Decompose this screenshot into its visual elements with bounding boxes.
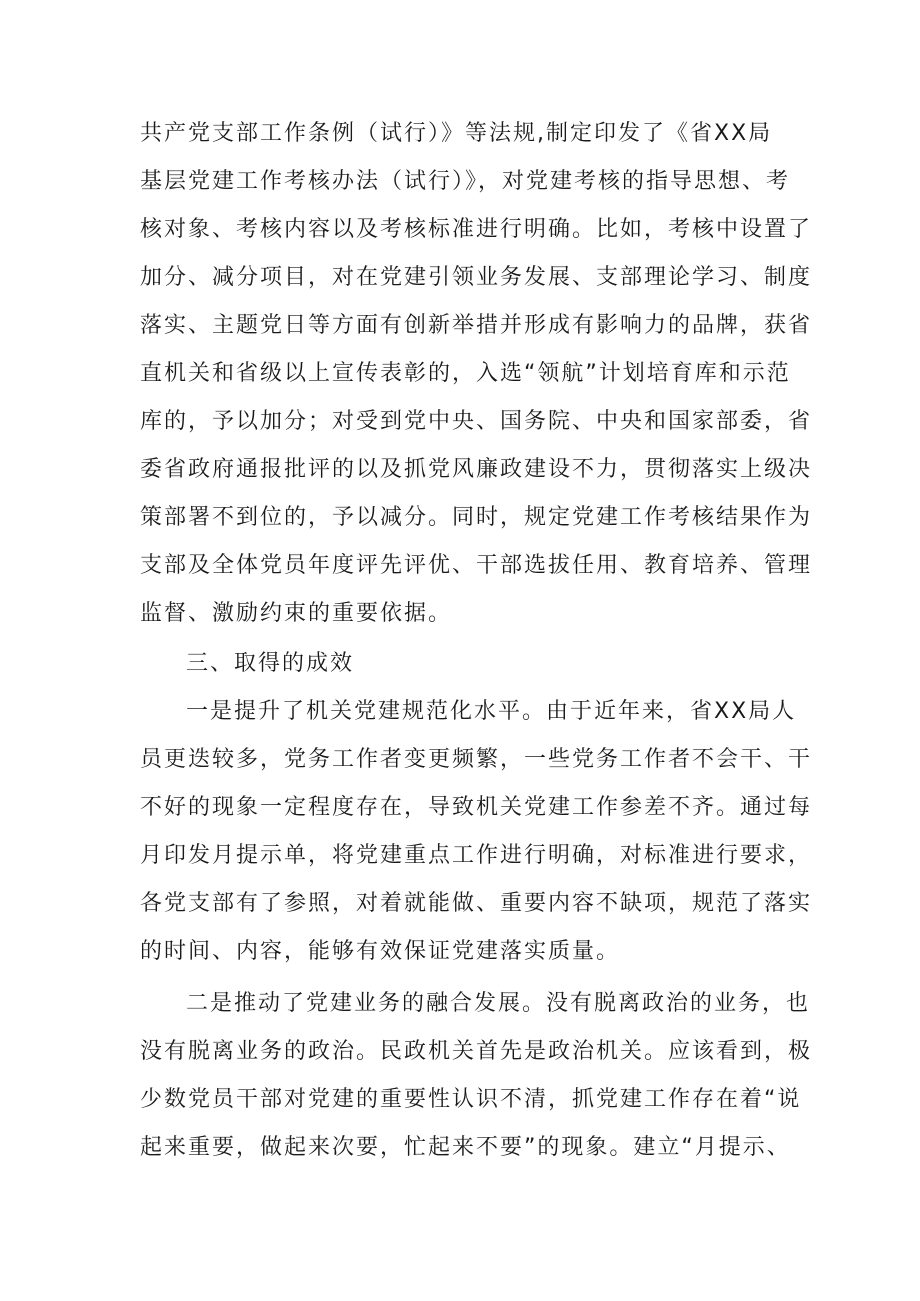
text-line: 一是提升了机关党建规范化水平。由于近年来，省XX局人	[186, 699, 797, 724]
text-line: 核对象、考核内容以及考核标准进行明确。比如，考核中设置了	[140, 217, 813, 242]
text-line: 二是推动了党建业务的融合发展。没有脱离政治的业务，也	[186, 991, 811, 1016]
text-line: 的时间、内容，能够有效保证党建落实质量。	[140, 939, 621, 964]
text-line: 落实、主题党日等方面有创新举措并形成有影响力的品牌，获省	[140, 313, 813, 338]
section-heading: 三、取得的成效	[186, 651, 355, 676]
text-line: 月印发月提示单，将党建重点工作进行明确，对标准进行要求，	[140, 843, 813, 868]
text-line: 少数党员干部对党建的重要性认识不清，抓党建工作存在着“说	[140, 1087, 802, 1112]
text-line: 不好的现象一定程度存在，导致机关党建工作参差不齐。通过每	[140, 795, 813, 820]
text-line: 起来重要，做起来次要，忙起来不要”的现象。建立“月提示、	[140, 1135, 791, 1160]
text-line: 没有脱离业务的政治。民政机关首先是政治机关。应该看到，极	[140, 1039, 813, 1064]
text-line: 支部及全体党员年度评先评优、干部选拔任用、教育培养、管理	[140, 553, 813, 578]
text-line: 策部署不到位的，予以减分。同时，规定党建工作考核结果作为	[140, 505, 813, 530]
text-line: 各党支部有了参照，对着就能做、重要内容不缺项，规范了落实	[140, 891, 813, 916]
text-line: 加分、减分项目，对在党建引领业务发展、支部理论学习、制度	[140, 265, 813, 290]
text-line: 直机关和省级以上宣传表彰的，入选“领航”计划培育库和示范	[140, 361, 791, 386]
section-results	[140, 640, 813, 976]
paragraph-party-assessment	[140, 110, 813, 638]
text-line: 监督、激励约束的重要依据。	[140, 601, 453, 626]
text-line: 员更迭较多，党务工作者变更频繁，一些党务工作者不会干、干	[140, 747, 813, 772]
paragraph-integration	[140, 980, 813, 1172]
text-line: 基层党建工作考核办法（试行）》，对党建考核的指导思想、考	[140, 169, 791, 194]
text-line: 委省政府通报批评的以及抓党风廉政建设不力，贯彻落实上级决	[140, 457, 813, 482]
text-line: 库的，予以加分；对受到党中央、国务院、中央和国家部委，省	[140, 409, 813, 434]
text-line: 共产党支部工作条例（试行）》等法规,制定印发了《省XX局	[140, 121, 773, 146]
